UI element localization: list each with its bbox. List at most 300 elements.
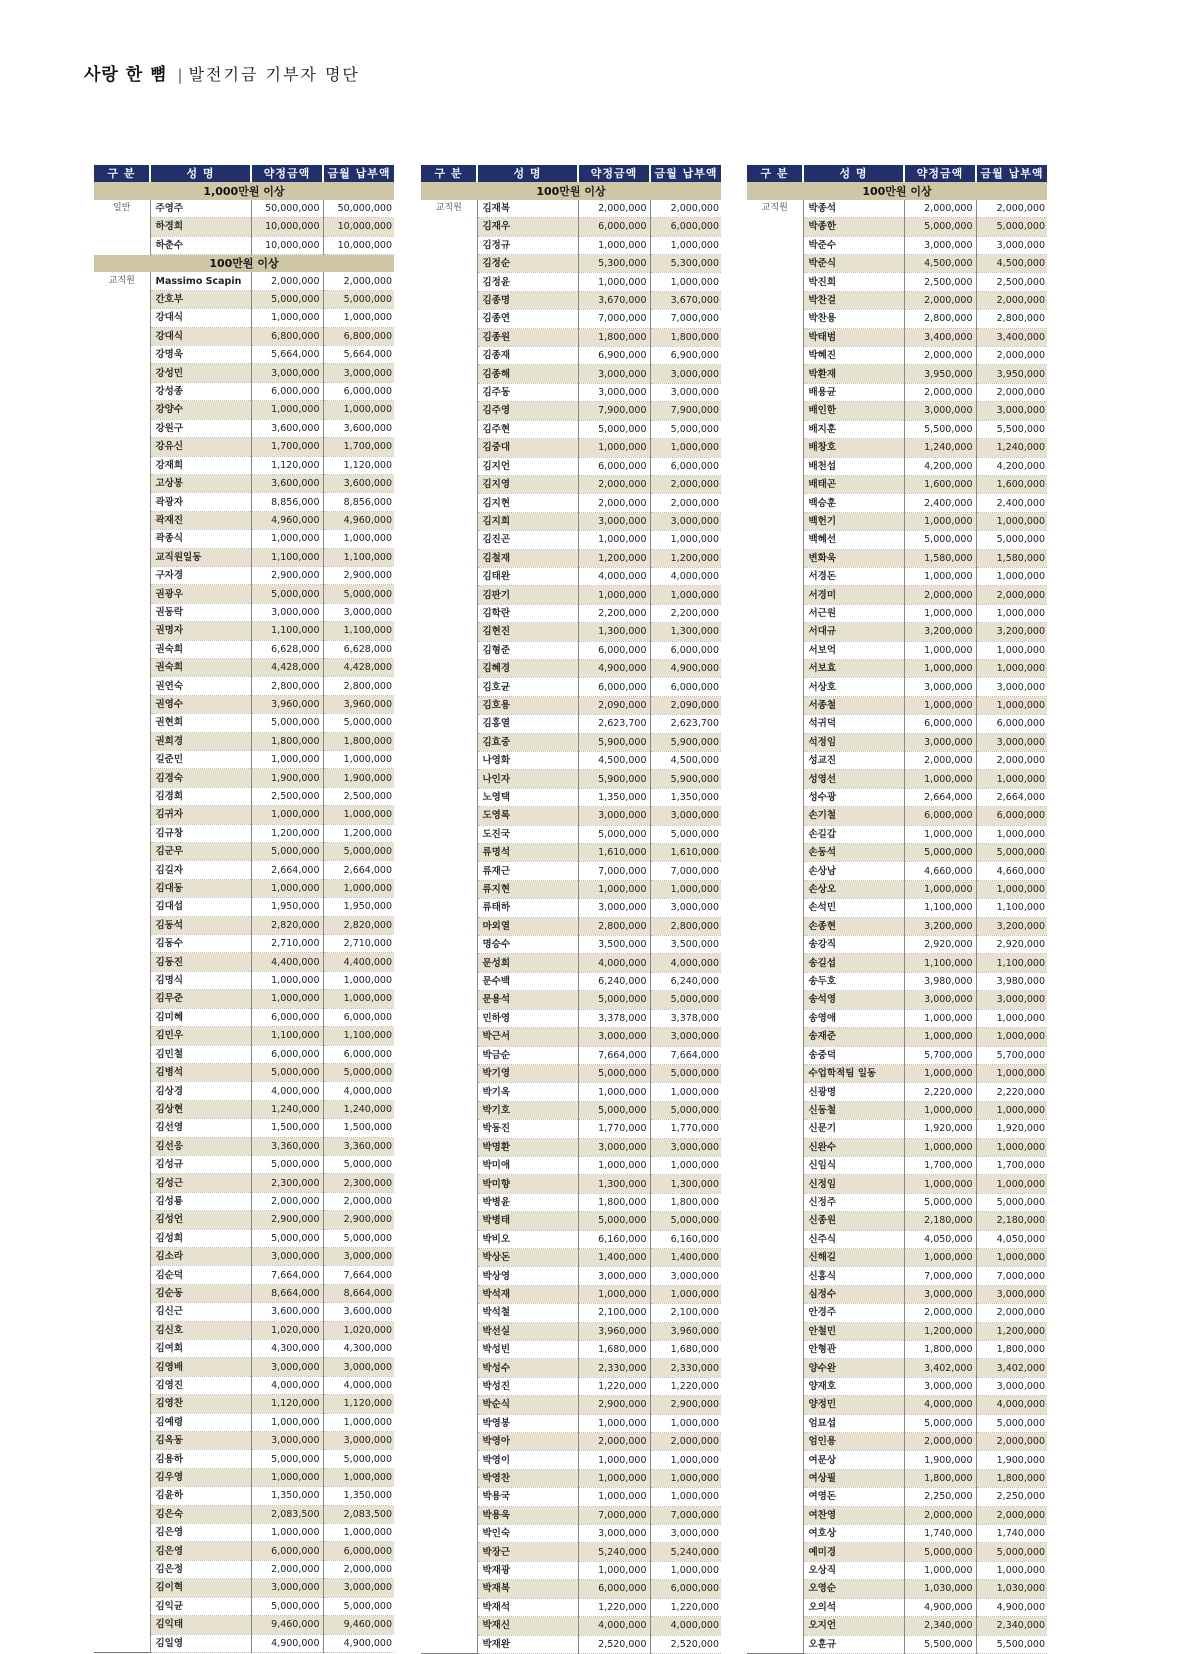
paid-amount: 1,000,000 <box>650 1156 721 1174</box>
donor-category <box>747 807 803 825</box>
donor-name: 도영록 <box>477 807 578 825</box>
header-pledge: 약정금액 <box>904 165 976 182</box>
donor-category <box>94 548 150 566</box>
donor-row <box>94 751 394 769</box>
donor-row <box>94 1395 394 1413</box>
donor-category <box>421 770 477 788</box>
paid-amount: 3,200,000 <box>976 917 1047 935</box>
donor-category <box>421 255 477 273</box>
donor-row <box>94 218 394 236</box>
donor-name: 박용국 <box>477 1488 578 1506</box>
donor-name: 배용균 <box>803 383 904 401</box>
donor-name: 하경희 <box>150 218 251 236</box>
paid-amount: 3,000,000 <box>323 1358 394 1376</box>
donor-row <box>747 1469 1047 1487</box>
donor-row <box>421 236 721 254</box>
donor-name: 박종석 <box>803 200 904 218</box>
paid-amount: 1,200,000 <box>323 824 394 842</box>
donor-name: 양수완 <box>803 1359 904 1377</box>
donor-category <box>747 659 803 677</box>
paid-amount: 3,200,000 <box>976 623 1047 641</box>
paid-amount: 6,000,000 <box>323 382 394 400</box>
paid-amount: 2,000,000 <box>650 475 721 493</box>
donor-category <box>747 1101 803 1119</box>
donor-row <box>421 1101 721 1119</box>
pledge-amount: 8,664,000 <box>251 1284 323 1302</box>
donor-category <box>421 807 477 825</box>
donor-category <box>94 1358 150 1376</box>
donor-name: 송강직 <box>803 936 904 954</box>
donor-category <box>747 623 803 641</box>
paid-amount: 1,000,000 <box>650 531 721 549</box>
donor-category <box>94 1597 150 1615</box>
pledge-amount: 1,000,000 <box>251 990 323 1008</box>
donor-name: 오지언 <box>803 1617 904 1635</box>
paid-amount: 1,000,000 <box>650 1083 721 1101</box>
paid-amount: 4,200,000 <box>976 457 1047 475</box>
paid-amount: 3,600,000 <box>323 1303 394 1321</box>
donor-row <box>94 1100 394 1118</box>
donor-name: 권숙희 <box>150 640 251 658</box>
pledge-amount: 1,000,000 <box>578 1156 650 1174</box>
pledge-amount: 1,300,000 <box>578 623 650 641</box>
donor-row <box>747 549 1047 567</box>
donor-row <box>94 200 394 218</box>
donor-category <box>747 1396 803 1414</box>
donor-name: 김영배 <box>150 1358 251 1376</box>
donor-category <box>421 1046 477 1064</box>
pledge-amount: 3,000,000 <box>578 512 650 530</box>
pledge-amount: 3,000,000 <box>578 1267 650 1285</box>
paid-amount: 1,100,000 <box>976 954 1047 972</box>
donor-row <box>747 844 1047 862</box>
donor-row <box>421 1561 721 1579</box>
donor-category <box>747 420 803 438</box>
donor-category <box>94 1192 150 1210</box>
donor-category <box>94 1247 150 1265</box>
pledge-amount: 6,000,000 <box>251 1542 323 1560</box>
donor-category <box>94 640 150 658</box>
donor-category <box>747 494 803 512</box>
pledge-amount: 4,900,000 <box>904 1598 976 1616</box>
donor-row <box>747 218 1047 236</box>
donor-name: 강유신 <box>150 438 251 456</box>
paid-amount: 5,000,000 <box>650 1212 721 1230</box>
paid-amount: 6,628,000 <box>323 640 394 658</box>
donor-row <box>747 1230 1047 1248</box>
donor-row <box>421 752 721 770</box>
donor-category <box>94 1616 150 1634</box>
donor-row <box>94 1579 394 1597</box>
paid-amount: 1,000,000 <box>323 1468 394 1486</box>
donor-row <box>94 548 394 566</box>
donor-row <box>421 807 721 825</box>
donor-row <box>94 364 394 382</box>
header-category: 구 분 <box>747 165 803 182</box>
pledge-amount: 2,900,000 <box>251 566 323 584</box>
donor-row <box>747 1064 1047 1082</box>
paid-amount: 3,400,000 <box>976 328 1047 346</box>
paid-amount: 5,000,000 <box>650 1101 721 1119</box>
paid-amount: 2,710,000 <box>323 935 394 953</box>
donor-name: 노영택 <box>477 788 578 806</box>
donor-category <box>747 825 803 843</box>
paid-amount: 1,000,000 <box>650 236 721 254</box>
donor-name: 송두호 <box>803 972 904 990</box>
paid-amount: 6,000,000 <box>650 218 721 236</box>
donor-category <box>747 788 803 806</box>
donor-name: 박태범 <box>803 328 904 346</box>
pledge-amount: 1,740,000 <box>904 1525 976 1543</box>
donor-row <box>94 953 394 971</box>
paid-amount: 1,000,000 <box>976 770 1047 788</box>
donor-name: 박재완 <box>477 1635 578 1653</box>
donor-row <box>94 1468 394 1486</box>
donor-category <box>747 273 803 291</box>
pledge-amount: 4,900,000 <box>578 659 650 677</box>
donor-name: 김주영 <box>477 402 578 420</box>
paid-amount: 3,000,000 <box>976 678 1047 696</box>
donor-category <box>421 273 477 291</box>
pledge-amount: 2,664,000 <box>904 788 976 806</box>
donor-row <box>747 917 1047 935</box>
pledge-amount: 5,000,000 <box>251 290 323 308</box>
paid-amount: 5,000,000 <box>323 1597 394 1615</box>
paid-amount: 1,950,000 <box>323 898 394 916</box>
paid-amount: 7,000,000 <box>650 1506 721 1524</box>
donor-category <box>747 844 803 862</box>
paid-amount: 2,664,000 <box>976 788 1047 806</box>
donor-row <box>421 439 721 457</box>
donor-category <box>94 1045 150 1063</box>
donor-row <box>94 493 394 511</box>
donor-name: 박금순 <box>477 1046 578 1064</box>
donor-name: 손동석 <box>803 844 904 862</box>
header-pledge: 약정금액 <box>578 165 650 182</box>
paid-amount: 2,000,000 <box>650 200 721 218</box>
paid-amount: 3,000,000 <box>650 1267 721 1285</box>
pledge-amount: 2,000,000 <box>251 1192 323 1210</box>
donor-category <box>94 382 150 400</box>
paid-amount: 2,800,000 <box>650 917 721 935</box>
paid-amount: 5,000,000 <box>323 1450 394 1468</box>
donor-row <box>747 567 1047 585</box>
donor-name: 강원구 <box>150 419 251 437</box>
pledge-amount: 3,000,000 <box>251 364 323 382</box>
donor-row <box>747 1101 1047 1119</box>
pledge-amount: 5,000,000 <box>578 1064 650 1082</box>
donor-name: 박종한 <box>803 218 904 236</box>
donor-row <box>94 824 394 842</box>
paid-amount: 6,240,000 <box>650 972 721 990</box>
donor-row <box>94 1321 394 1339</box>
pledge-amount: 3,000,000 <box>578 1028 650 1046</box>
donor-name: 권광우 <box>150 585 251 603</box>
donor-name: 박혜진 <box>803 347 904 365</box>
donor-name: 김철재 <box>477 549 578 567</box>
paid-amount: 3,000,000 <box>976 402 1047 420</box>
donor-name: 문수백 <box>477 972 578 990</box>
donor-category <box>94 1100 150 1118</box>
donor-name: 박찬용 <box>803 310 904 328</box>
donor-row <box>421 218 721 236</box>
donor-name: 배천섭 <box>803 457 904 475</box>
paid-amount: 3,000,000 <box>323 603 394 621</box>
donor-name: 김상현 <box>150 1100 251 1118</box>
donor-category <box>421 218 477 236</box>
donor-name: 박병윤 <box>477 1193 578 1211</box>
paid-amount: 2,520,000 <box>650 1635 721 1653</box>
paid-amount: 5,500,000 <box>976 1635 1047 1653</box>
pledge-amount: 3,670,000 <box>578 291 650 309</box>
donor-category <box>421 1525 477 1543</box>
paid-amount: 8,856,000 <box>323 493 394 511</box>
donor-name: 성영선 <box>803 770 904 788</box>
donor-row <box>421 512 721 530</box>
donor-row <box>94 1137 394 1155</box>
donor-name: 여상필 <box>803 1469 904 1487</box>
donor-row <box>94 1192 394 1210</box>
pledge-amount: 2,220,000 <box>904 1083 976 1101</box>
donor-category <box>747 1377 803 1395</box>
donor-row <box>94 1450 394 1468</box>
pledge-amount: 3,400,000 <box>904 328 976 346</box>
pledge-amount: 6,000,000 <box>578 678 650 696</box>
donor-name: 김은숙 <box>150 1505 251 1523</box>
donor-category <box>421 1433 477 1451</box>
paid-amount: 4,660,000 <box>976 862 1047 880</box>
paid-amount: 10,000,000 <box>323 236 394 254</box>
donor-category <box>747 567 803 585</box>
paid-amount: 2,800,000 <box>323 677 394 695</box>
donor-row <box>421 365 721 383</box>
donor-name: 신광명 <box>803 1083 904 1101</box>
paid-amount: 5,000,000 <box>323 843 394 861</box>
donor-category <box>94 346 150 364</box>
donor-name: 김순동 <box>150 1284 251 1302</box>
donor-row <box>421 1046 721 1064</box>
donor-category <box>421 1212 477 1230</box>
donor-row <box>421 273 721 291</box>
donor-row <box>421 715 721 733</box>
paid-amount: 2,500,000 <box>323 787 394 805</box>
donor-row <box>421 899 721 917</box>
donor-name: 여호상 <box>803 1525 904 1543</box>
donor-category <box>94 1468 150 1486</box>
header-pledge: 약정금액 <box>251 165 323 182</box>
paid-amount: 1,580,000 <box>976 549 1047 567</box>
pledge-amount: 1,000,000 <box>904 1101 976 1119</box>
paid-amount: 1,000,000 <box>976 567 1047 585</box>
donor-category <box>421 1267 477 1285</box>
donor-row <box>747 862 1047 880</box>
donor-category <box>421 972 477 990</box>
donor-row <box>747 1083 1047 1101</box>
donor-name: 김신호 <box>150 1321 251 1339</box>
donor-category <box>421 1543 477 1561</box>
paid-amount: 7,664,000 <box>650 1046 721 1064</box>
pledge-amount: 3,200,000 <box>904 917 976 935</box>
donor-name: 서보억 <box>803 641 904 659</box>
paid-amount: 5,000,000 <box>976 531 1047 549</box>
donor-row <box>747 1580 1047 1598</box>
donor-row <box>94 1284 394 1302</box>
donor-name: 김이혁 <box>150 1579 251 1597</box>
donor-name: 배인한 <box>803 402 904 420</box>
donor-name: 강양수 <box>150 401 251 419</box>
donor-name: 박비오 <box>477 1230 578 1248</box>
donor-row <box>94 1597 394 1615</box>
donor-row <box>747 402 1047 420</box>
paid-amount: 1,000,000 <box>976 1101 1047 1119</box>
donor-row <box>94 806 394 824</box>
donor-category <box>94 236 150 254</box>
paid-amount: 1,000,000 <box>976 880 1047 898</box>
donor-category <box>94 787 150 805</box>
donor-row <box>94 1616 394 1634</box>
paid-amount: 1,000,000 <box>976 1028 1047 1046</box>
paid-amount: 1,000,000 <box>323 1524 394 1542</box>
pledge-amount: 1,000,000 <box>904 825 976 843</box>
paid-amount: 3,000,000 <box>650 512 721 530</box>
donor-name: 권영수 <box>150 695 251 713</box>
paid-amount: 2,500,000 <box>976 273 1047 291</box>
donor-name: 박준수 <box>803 236 904 254</box>
donor-category <box>421 291 477 309</box>
donor-row <box>94 511 394 529</box>
donor-name: 박순식 <box>477 1396 578 1414</box>
donor-row <box>747 807 1047 825</box>
donor-name: 박상영 <box>477 1267 578 1285</box>
donor-name: 김일영 <box>150 1634 251 1652</box>
donor-category <box>747 1304 803 1322</box>
pledge-amount: 2,920,000 <box>904 936 976 954</box>
paid-amount: 3,500,000 <box>650 936 721 954</box>
donor-name: 신문기 <box>803 1120 904 1138</box>
donor-category <box>747 291 803 309</box>
pledge-amount: 3,000,000 <box>904 678 976 696</box>
donor-name: 김무준 <box>150 990 251 1008</box>
pledge-amount: 5,000,000 <box>904 531 976 549</box>
donor-row <box>421 475 721 493</box>
paid-amount: 2,220,000 <box>976 1083 1047 1101</box>
pledge-amount: 3,960,000 <box>578 1322 650 1340</box>
donor-row <box>747 512 1047 530</box>
donor-row <box>421 788 721 806</box>
donor-row <box>94 1119 394 1137</box>
donor-row <box>421 936 721 954</box>
donor-row <box>421 1212 721 1230</box>
donor-category <box>94 1376 150 1394</box>
pledge-amount: 1,100,000 <box>251 1027 323 1045</box>
donor-row <box>747 1359 1047 1377</box>
paid-amount: 1,000,000 <box>650 1488 721 1506</box>
donor-category <box>421 844 477 862</box>
donor-row <box>94 622 394 640</box>
donor-row <box>421 549 721 567</box>
donor-name: 류명석 <box>477 844 578 862</box>
pledge-amount: 3,000,000 <box>904 991 976 1009</box>
paid-amount: 1,700,000 <box>323 438 394 456</box>
donor-name: 민하영 <box>477 1009 578 1027</box>
donor-row <box>94 1524 394 1542</box>
donor-category <box>747 1028 803 1046</box>
donor-category <box>421 1322 477 1340</box>
donor-name: 김지언 <box>477 457 578 475</box>
donor-name: 송중덕 <box>803 1046 904 1064</box>
donor-name: 안형관 <box>803 1341 904 1359</box>
pledge-amount: 1,800,000 <box>904 1341 976 1359</box>
pledge-amount: 2,250,000 <box>904 1488 976 1506</box>
paid-amount: 1,300,000 <box>650 1175 721 1193</box>
pledge-amount: 4,000,000 <box>578 1617 650 1635</box>
donor-row <box>421 696 721 714</box>
donor-row <box>421 328 721 346</box>
paid-amount: 1,000,000 <box>976 1009 1047 1027</box>
donor-category <box>421 899 477 917</box>
donor-category <box>94 438 150 456</box>
pledge-amount: 3,000,000 <box>251 1432 323 1450</box>
donor-name: 문용석 <box>477 991 578 1009</box>
donor-row <box>747 1046 1047 1064</box>
donor-category <box>747 1414 803 1432</box>
paid-amount: 4,428,000 <box>323 658 394 676</box>
pledge-amount: 3,000,000 <box>251 603 323 621</box>
table-header-row <box>94 165 394 182</box>
donor-row <box>747 752 1047 770</box>
donor-name: 안경주 <box>803 1304 904 1322</box>
donor-name: 박기옥 <box>477 1083 578 1101</box>
donor-row <box>94 272 394 290</box>
pledge-amount: 4,500,000 <box>578 752 650 770</box>
pledge-amount: 1,200,000 <box>904 1322 976 1340</box>
pledge-amount: 2,520,000 <box>578 1635 650 1653</box>
donor-name: 곽재진 <box>150 511 251 529</box>
donor-name: 김귀자 <box>150 806 251 824</box>
donor-row <box>94 1229 394 1247</box>
donor-category <box>421 236 477 254</box>
paid-amount: 1,000,000 <box>650 1469 721 1487</box>
donor-category <box>421 1598 477 1616</box>
donor-name: 성교진 <box>803 752 904 770</box>
paid-amount: 5,500,000 <box>976 420 1047 438</box>
donor-category <box>94 1174 150 1192</box>
pledge-amount: 1,000,000 <box>904 1175 976 1193</box>
pledge-amount: 4,000,000 <box>251 1082 323 1100</box>
donor-row <box>94 1505 394 1523</box>
pledge-amount: 5,000,000 <box>578 420 650 438</box>
donor-category <box>94 1487 150 1505</box>
paid-amount: 6,000,000 <box>323 1008 394 1026</box>
pledge-amount: 2,340,000 <box>904 1617 976 1635</box>
donor-row <box>94 456 394 474</box>
paid-amount: 1,000,000 <box>976 512 1047 530</box>
pledge-amount: 9,460,000 <box>251 1616 323 1634</box>
donor-category <box>421 457 477 475</box>
donor-category <box>421 1156 477 1174</box>
paid-amount: 1,000,000 <box>976 1175 1047 1193</box>
pledge-amount: 2,000,000 <box>904 1304 976 1322</box>
paid-amount: 4,000,000 <box>650 1617 721 1635</box>
donor-name: 김혜경 <box>477 659 578 677</box>
pledge-amount: 7,000,000 <box>578 310 650 328</box>
donor-name: 오훈규 <box>803 1635 904 1653</box>
donor-category <box>421 604 477 622</box>
donor-name: 배창호 <box>803 439 904 457</box>
donor-row <box>421 1156 721 1174</box>
donor-name: 백승훈 <box>803 494 904 512</box>
paid-amount: 5,000,000 <box>650 420 721 438</box>
